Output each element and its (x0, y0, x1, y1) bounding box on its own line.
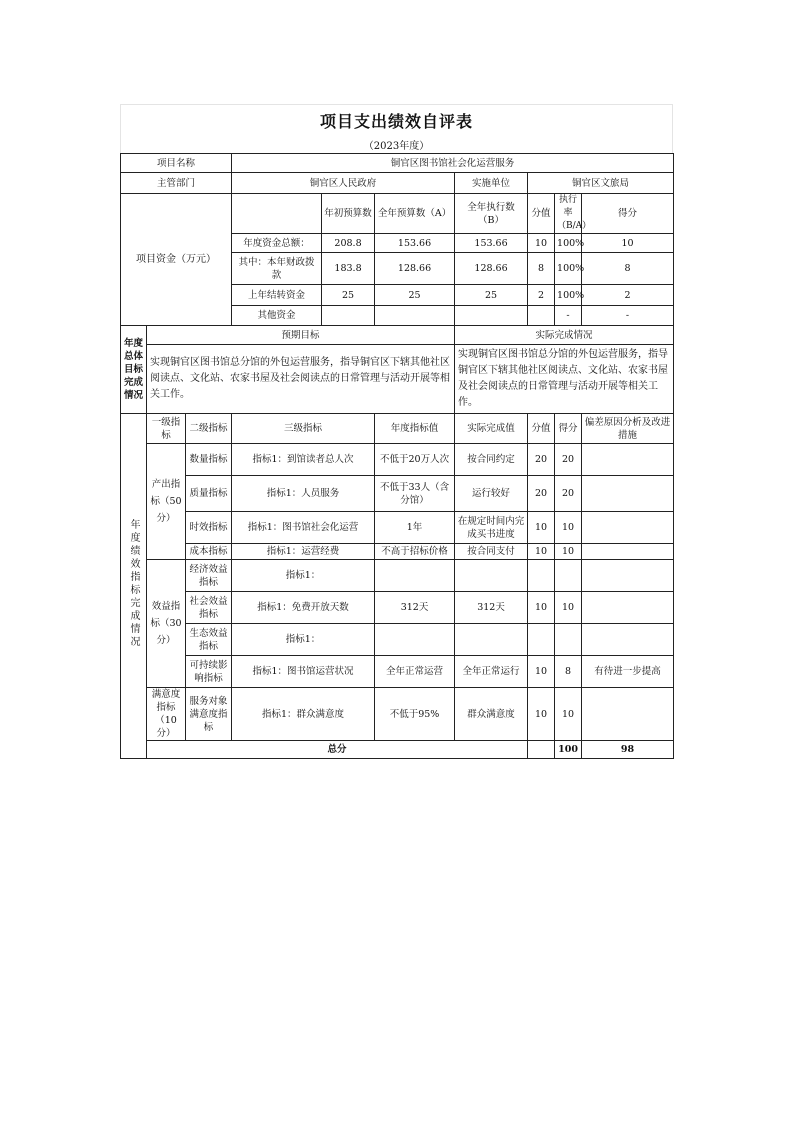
funds-row-got: 2 (582, 285, 674, 306)
goals-label: 年度总体目标完成情况 (121, 326, 147, 414)
indicator-l3: 指标1：图书馆运营状况 (232, 656, 375, 688)
indicator-got: 10 (555, 512, 582, 544)
indicator-group-satisfaction: 满意度指标（10分） (147, 688, 186, 741)
indicators-header-actual: 实际完成值 (455, 414, 528, 444)
evaluation-table (120, 153, 674, 759)
indicator-got (555, 624, 582, 656)
indicator-actual: 312天 (455, 592, 528, 624)
funds-header-budget: 全年预算数（A） (375, 194, 455, 234)
funds-row-initial: 25 (322, 285, 375, 306)
funds-row-budget: 25 (375, 285, 455, 306)
funds-row-name: 上年结转资金 (232, 285, 322, 306)
document-year: （2023年度） (120, 135, 673, 153)
funds-row-rate: 100% (555, 253, 582, 285)
indicator-row (121, 512, 674, 544)
funds-row-exec (455, 306, 528, 326)
project-name-label: 项目名称 (121, 154, 232, 173)
indicator-score: 10 (528, 512, 555, 544)
indicator-row (121, 544, 674, 560)
indicator-note: 有待进一步提高 (582, 656, 674, 688)
indicator-target: 1年 (375, 512, 455, 544)
funds-header-initial: 年初预算数 (322, 194, 375, 234)
indicator-actual (455, 560, 528, 592)
indicator-note (582, 444, 674, 476)
indicator-row (121, 476, 674, 512)
funds-row-exec: 128.66 (455, 253, 528, 285)
funds-row-initial: 208.8 (322, 234, 375, 253)
total-got: 98 (582, 741, 674, 759)
indicator-actual: 全年正常运行 (455, 656, 528, 688)
indicator-note (582, 592, 674, 624)
indicator-score: 10 (528, 544, 555, 560)
funds-row-score (528, 306, 555, 326)
indicator-l2: 服务对象满意度指标 (186, 688, 232, 741)
funds-header-exec: 全年执行数（B） (455, 194, 528, 234)
indicator-got: 20 (555, 476, 582, 512)
indicator-l3: 指标1：图书馆社会化运营 (232, 512, 375, 544)
indicators-header-lvl1: 一级指标 (147, 414, 186, 444)
indicator-target: 不低于20万人次 (375, 444, 455, 476)
indicator-row (121, 624, 674, 656)
indicator-l2: 时效指标 (186, 512, 232, 544)
indicator-note (582, 476, 674, 512)
indicator-target: 312天 (375, 592, 455, 624)
indicator-l3: 指标1：免费开放天数 (232, 592, 375, 624)
indicator-note (582, 544, 674, 560)
indicator-target (375, 624, 455, 656)
funds-header-blank (232, 194, 322, 234)
indicator-got: 8 (555, 656, 582, 688)
funds-row-score: 10 (528, 234, 555, 253)
indicator-target (375, 560, 455, 592)
indicator-note (582, 512, 674, 544)
funds-row-got: - (582, 306, 674, 326)
indicator-l3: 指标1：群众满意度 (232, 688, 375, 741)
indicator-score: 10 (528, 656, 555, 688)
indicator-l3: 指标1：运营经费 (232, 544, 375, 560)
funds-row-name: 年度资金总额： (232, 234, 322, 253)
indicator-row (121, 688, 674, 741)
indicator-actual: 按合同约定 (455, 444, 528, 476)
indicator-score: 20 (528, 476, 555, 512)
indicator-row (121, 592, 674, 624)
indicator-got: 20 (555, 444, 582, 476)
indicators-header-score: 分值 (528, 414, 555, 444)
indicators-header-got: 得分 (555, 414, 582, 444)
indicator-row (121, 656, 674, 688)
indicator-actual: 按合同支付 (455, 544, 528, 560)
indicator-target: 不低于33人（含分馆） (375, 476, 455, 512)
funds-row-budget: 128.66 (375, 253, 455, 285)
evaluation-sheet (120, 104, 673, 759)
funds-label: 项目资金（万元） (121, 194, 232, 326)
funds-row-initial (322, 306, 375, 326)
dept-label: 主管部门 (121, 173, 232, 194)
funds-row-name: 其中：本年财政拨款 (232, 253, 322, 285)
indicator-actual: 在规定时间内完成买书进度 (455, 512, 528, 544)
indicator-l2: 可持续影响指标 (186, 656, 232, 688)
funds-row-budget (375, 306, 455, 326)
project-name-value: 铜官区图书馆社会化运营服务 (232, 154, 674, 173)
indicator-l2: 数量指标 (186, 444, 232, 476)
indicators-side-label: 年度绩效指标完成情况 (121, 414, 147, 759)
indicator-target: 不低于95% (375, 688, 455, 741)
indicator-score (528, 624, 555, 656)
goals-actual-text: 实现铜官区图书馆总分馆的外包运营服务，指导铜官区下辖其他社区阅读点、文化站、农家书屋及社会阅读点的日常管理与活动开展等相关工作。 (455, 345, 674, 414)
indicator-score (528, 560, 555, 592)
indicator-note (582, 624, 674, 656)
indicator-got: 10 (555, 592, 582, 624)
indicator-score: 10 (528, 688, 555, 741)
funds-row-rate: 100% (555, 285, 582, 306)
indicator-l2: 经济效益指标 (186, 560, 232, 592)
impl-value: 铜官区文旅局 (528, 173, 674, 194)
total-blank (528, 741, 555, 759)
indicator-target: 全年正常运营 (375, 656, 455, 688)
dept-value: 铜官区人民政府 (232, 173, 455, 194)
indicator-l2: 质量指标 (186, 476, 232, 512)
indicator-got: 10 (555, 544, 582, 560)
funds-row-name: 其他资金 (232, 306, 322, 326)
funds-row-exec: 153.66 (455, 234, 528, 253)
goals-expected-text: 实现铜官区图书馆总分馆的外包运营服务，指导铜官区下辖其他社区阅读点、文化站、农家书屋及社会阅读点的日常管理与活动开展等相关工作。 (147, 345, 455, 414)
total-score: 100 (555, 741, 582, 759)
funds-row-rate: 100% (555, 234, 582, 253)
indicator-l3: 指标1：到馆读者总人次 (232, 444, 375, 476)
indicator-actual (455, 624, 528, 656)
funds-row-score: 2 (528, 285, 555, 306)
indicator-score: 20 (528, 444, 555, 476)
indicator-got: 10 (555, 688, 582, 741)
indicator-group-output: 产出指标（50分） (147, 444, 186, 560)
funds-row-budget: 153.66 (375, 234, 455, 253)
indicator-l2: 生态效益指标 (186, 624, 232, 656)
indicator-l3: 指标1：人员服务 (232, 476, 375, 512)
funds-header-score: 分值 (528, 194, 555, 234)
goals-actual-label: 实际完成情况 (455, 326, 674, 345)
indicators-header-lvl2: 二级指标 (186, 414, 232, 444)
indicator-l2: 成本指标 (186, 544, 232, 560)
funds-row-got: 10 (582, 234, 674, 253)
funds-row-initial: 183.8 (322, 253, 375, 285)
indicator-note (582, 560, 674, 592)
indicator-actual: 群众满意度 (455, 688, 528, 741)
indicator-score: 10 (528, 592, 555, 624)
indicator-l3: 指标1： (232, 624, 375, 656)
indicator-note (582, 688, 674, 741)
indicator-got (555, 560, 582, 592)
funds-row-score: 8 (528, 253, 555, 285)
indicator-row (121, 444, 674, 476)
funds-header-got: 得分 (582, 194, 674, 234)
goals-expected-label: 预期目标 (147, 326, 455, 345)
indicator-row (121, 560, 674, 592)
indicators-header-note: 偏差原因分析及改进措施 (582, 414, 674, 444)
indicators-header-target: 年度指标值 (375, 414, 455, 444)
funds-row-rate: - (555, 306, 582, 326)
funds-header-rate: 执行率（B/A） (555, 194, 582, 234)
indicators-header-lvl3: 三级指标 (232, 414, 375, 444)
indicator-target: 不高于招标价格 (375, 544, 455, 560)
funds-row-exec: 25 (455, 285, 528, 306)
total-label: 总分 (147, 741, 528, 759)
impl-label: 实施单位 (455, 173, 528, 194)
funds-row-got: 8 (582, 253, 674, 285)
indicator-group-benefit: 效益指标（30分） (147, 560, 186, 688)
document-title: 项目支出绩效自评表 (120, 104, 673, 135)
indicator-actual: 运行较好 (455, 476, 528, 512)
indicator-l3: 指标1： (232, 560, 375, 592)
indicator-l2: 社会效益指标 (186, 592, 232, 624)
